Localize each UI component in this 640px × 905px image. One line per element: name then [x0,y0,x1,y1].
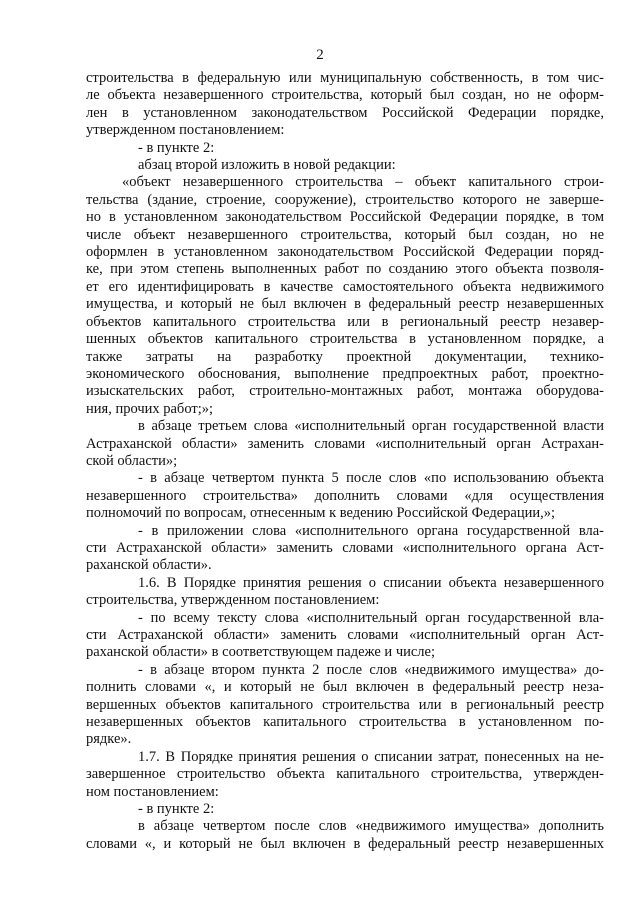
text-line: строительства, утвержденном постановлением: [86,592,380,609]
text-line: полномочий по вопросам, отнесенным к ведению Российской Федерации,»; [86,505,555,522]
text-line: сти Астраханской области» заменить словами «исполнительный орган Аст- [86,627,604,643]
text-line: - в абзаце четвертом пункта 5 после слов «по использованию объекта [138,470,604,487]
text-line: экономического обоснования, выполнение предпроектных работ, проектно- [86,365,604,382]
text-line: незавершенных объектов капитального строительства в установленном по- [86,714,604,731]
text-line: - в пункте 2: [138,139,215,156]
text-line: сти Астраханской области» заменить словами «исполнительного органа Аст- [86,539,604,556]
text-line: в абзаце третьем слова «исполнительный орган государственной власти [138,418,604,435]
page-number: 2 [316,47,324,63]
text-line: но в установленном законодательством Российской Федерации порядке, в том [86,209,604,226]
text-line: также затраты на разработку проектной документации, технико- [86,348,604,365]
text-line: полнить словами «, и который не был включен в федеральный реестр неза- [86,679,604,696]
text-line: рядке». [86,731,132,748]
text-line: шенных объектов капитального строительства в установленном порядке, а [86,331,604,348]
text-line: 1.7. В Порядке принятия решения о списании затрат, понесенных на не- [138,748,604,765]
text-line: утвержденном постановлением: [86,122,285,139]
text-line: ке, при этом степень выполненных работ по созданию этого объекта позволя- [86,261,604,278]
text-line: - в приложении слова «исполнительного органа государственной вла- [138,522,604,539]
text-line: 1.6. В Порядке принятия решения о списании объекта незавершенного [138,574,604,591]
text-line: - в пункте 2: [138,801,215,818]
text-line: ном постановлением: [86,783,219,800]
text-line: тельства (здание, строение, сооружение), строительство которого не заверше- [86,191,604,208]
text-line: «объект незавершенного строительства – объект капитального строи- [122,174,604,191]
text-line: завершенное строительство объекта капитального строительства, утвержден- [86,766,604,783]
text-line: числе объект незавершенного строительства, который был создан, но не [86,226,604,243]
text-line: строительства в федеральную или муниципальную собственность, в том чис- [86,70,604,86]
text-line: имущества, и который не был включен в федеральный реестр незавершенных [86,296,604,313]
text-line: лен в установленном законодательством Российской Федерации порядке, [86,104,604,121]
text-line: - в абзаце втором пункта 2 после слов «недвижимого имущества» до- [138,661,604,678]
text-line: раханской области». [86,557,212,574]
text-line: абзац второй изложить в новой редакции: [138,157,396,174]
text-line: в абзаце четвертом после слов «недвижимого имущества» дополнить [138,818,604,835]
text-line: оформлен в установленном законодательством Российской Федерации поряд- [86,244,604,261]
text-line: незавершенного строительства» дополнить словами «для осуществления [86,487,604,504]
text-line: ской области»; [86,452,178,469]
document-body [86,70,604,853]
text-line: ле объекта незавершенного строительства, который был создан, но не оформ- [86,87,604,104]
text-line: ния, прочих работ;»; [86,400,214,417]
text-line: словами «, и который не был включен в федеральный реестр незавершенных [86,835,604,852]
text-line: объектов капитального строительства или в региональный реестр незавер- [86,313,604,330]
text-line: Астраханской области» заменить словами «исполнительный орган Астрахан- [86,435,604,452]
text-line: вершенных объектов капитального строительства или в региональный реестр [86,696,604,713]
text-line: раханской области» в соответствующем падеже и числе; [86,644,436,661]
text-line: изыскательских работ, строительно-монтажных работ, монтажа оборудова- [86,383,604,400]
text-line: ет его идентифицировать в качестве самостоятельного объекта недвижимого [86,278,604,295]
text-line: - по всему тексту слова «исполнительный орган государственной вла- [138,609,604,626]
